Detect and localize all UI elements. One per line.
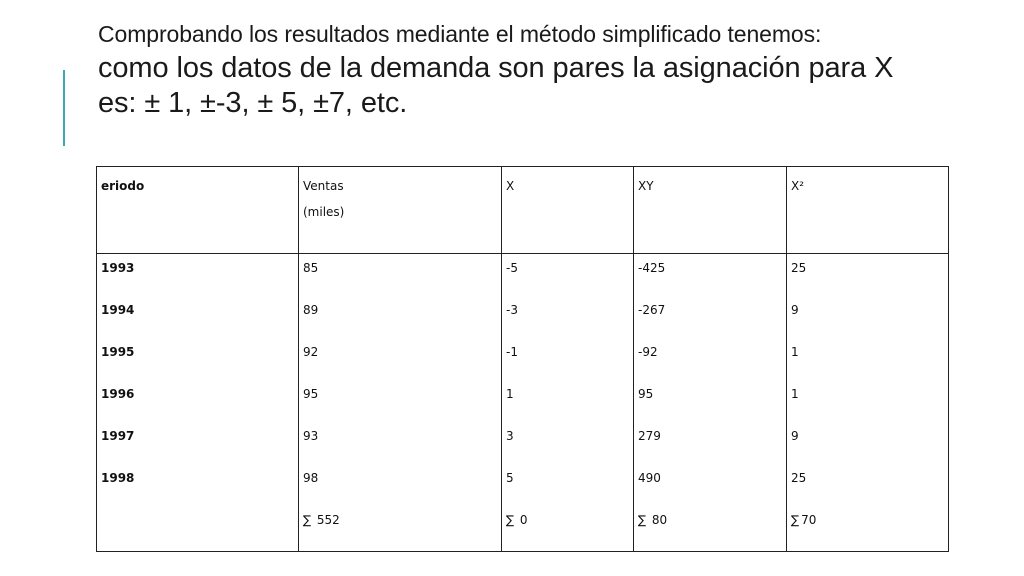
x2-column xyxy=(787,254,949,552)
period-cell: 1993 xyxy=(101,261,135,275)
header-period xyxy=(97,167,299,254)
xy-cell: -267 xyxy=(638,303,666,317)
x2-cell: 1 xyxy=(791,387,799,401)
xy-sum xyxy=(638,506,782,548)
xy-cell: -425 xyxy=(638,261,666,275)
sales-cell: 95 xyxy=(303,387,319,401)
slide-title xyxy=(98,14,898,119)
header-x xyxy=(502,167,634,254)
x2-cell: 25 xyxy=(791,471,807,485)
xy-cell: -92 xyxy=(638,345,658,359)
header-sales xyxy=(299,167,502,254)
x-cell: -1 xyxy=(506,345,518,359)
sales-column xyxy=(299,254,502,552)
sales-cell: 98 xyxy=(303,471,319,485)
header-xy xyxy=(634,167,787,254)
header-sales-unit: (miles) xyxy=(303,205,345,219)
period-cell: 1997 xyxy=(101,429,135,443)
summation-icon: ∑ xyxy=(303,513,312,527)
xy-sum-value: 80 xyxy=(648,513,668,527)
x2-sum-value: 70 xyxy=(801,513,817,527)
data-table xyxy=(96,166,949,552)
period-cell: 1995 xyxy=(101,345,135,359)
header-x-label: X xyxy=(506,179,515,193)
sales-cell: 92 xyxy=(303,345,319,359)
slide-title-part2: como los datos de la demanda son pares la asignación para X es: ± 1, ±-3, ± 5, ±7, etc. xyxy=(98,51,894,119)
x-sum-value: 0 xyxy=(516,513,528,527)
sales-sum-value: 552 xyxy=(313,513,340,527)
summation-icon: ∑ xyxy=(506,513,515,527)
header-x2-label: X² xyxy=(791,179,805,193)
x-cell: 5 xyxy=(506,471,514,485)
sales-cell: 89 xyxy=(303,303,319,317)
period-column xyxy=(97,254,299,552)
x-cell: 1 xyxy=(506,387,514,401)
xy-cell: 279 xyxy=(638,429,661,443)
summation-icon: ∑ xyxy=(791,513,800,527)
summation-icon: ∑ xyxy=(638,513,647,527)
x2-cell: 1 xyxy=(791,345,799,359)
sales-cell: 85 xyxy=(303,261,319,275)
header-xy-label: XY xyxy=(638,179,654,193)
x2-cell: 25 xyxy=(791,261,807,275)
table-body-row xyxy=(97,254,949,552)
header-sales-label: Ventas xyxy=(303,179,344,193)
x-column xyxy=(502,254,634,552)
period-cell: 1996 xyxy=(101,387,135,401)
x-cell: -3 xyxy=(506,303,518,317)
header-period-label: eriodo xyxy=(101,179,145,193)
period-cell: 1998 xyxy=(101,471,135,485)
xy-column xyxy=(634,254,787,552)
period-cell: 1994 xyxy=(101,303,135,317)
x2-cell: 9 xyxy=(791,303,799,317)
x2-cell: 9 xyxy=(791,429,799,443)
x-sum xyxy=(506,506,629,548)
x2-sum xyxy=(791,506,944,548)
slide-title-part1: Comprobando los resultados mediante el método simplificado tenemos: xyxy=(98,21,822,47)
xy-cell: 490 xyxy=(638,471,661,485)
accent-bar xyxy=(63,70,65,146)
period-sum-blank xyxy=(101,506,294,548)
header-x2 xyxy=(787,167,949,254)
xy-cell: 95 xyxy=(638,387,654,401)
x-cell: -5 xyxy=(506,261,518,275)
table-header-row xyxy=(97,167,949,254)
sales-sum xyxy=(303,506,497,548)
x-cell: 3 xyxy=(506,429,514,443)
sales-cell: 93 xyxy=(303,429,319,443)
